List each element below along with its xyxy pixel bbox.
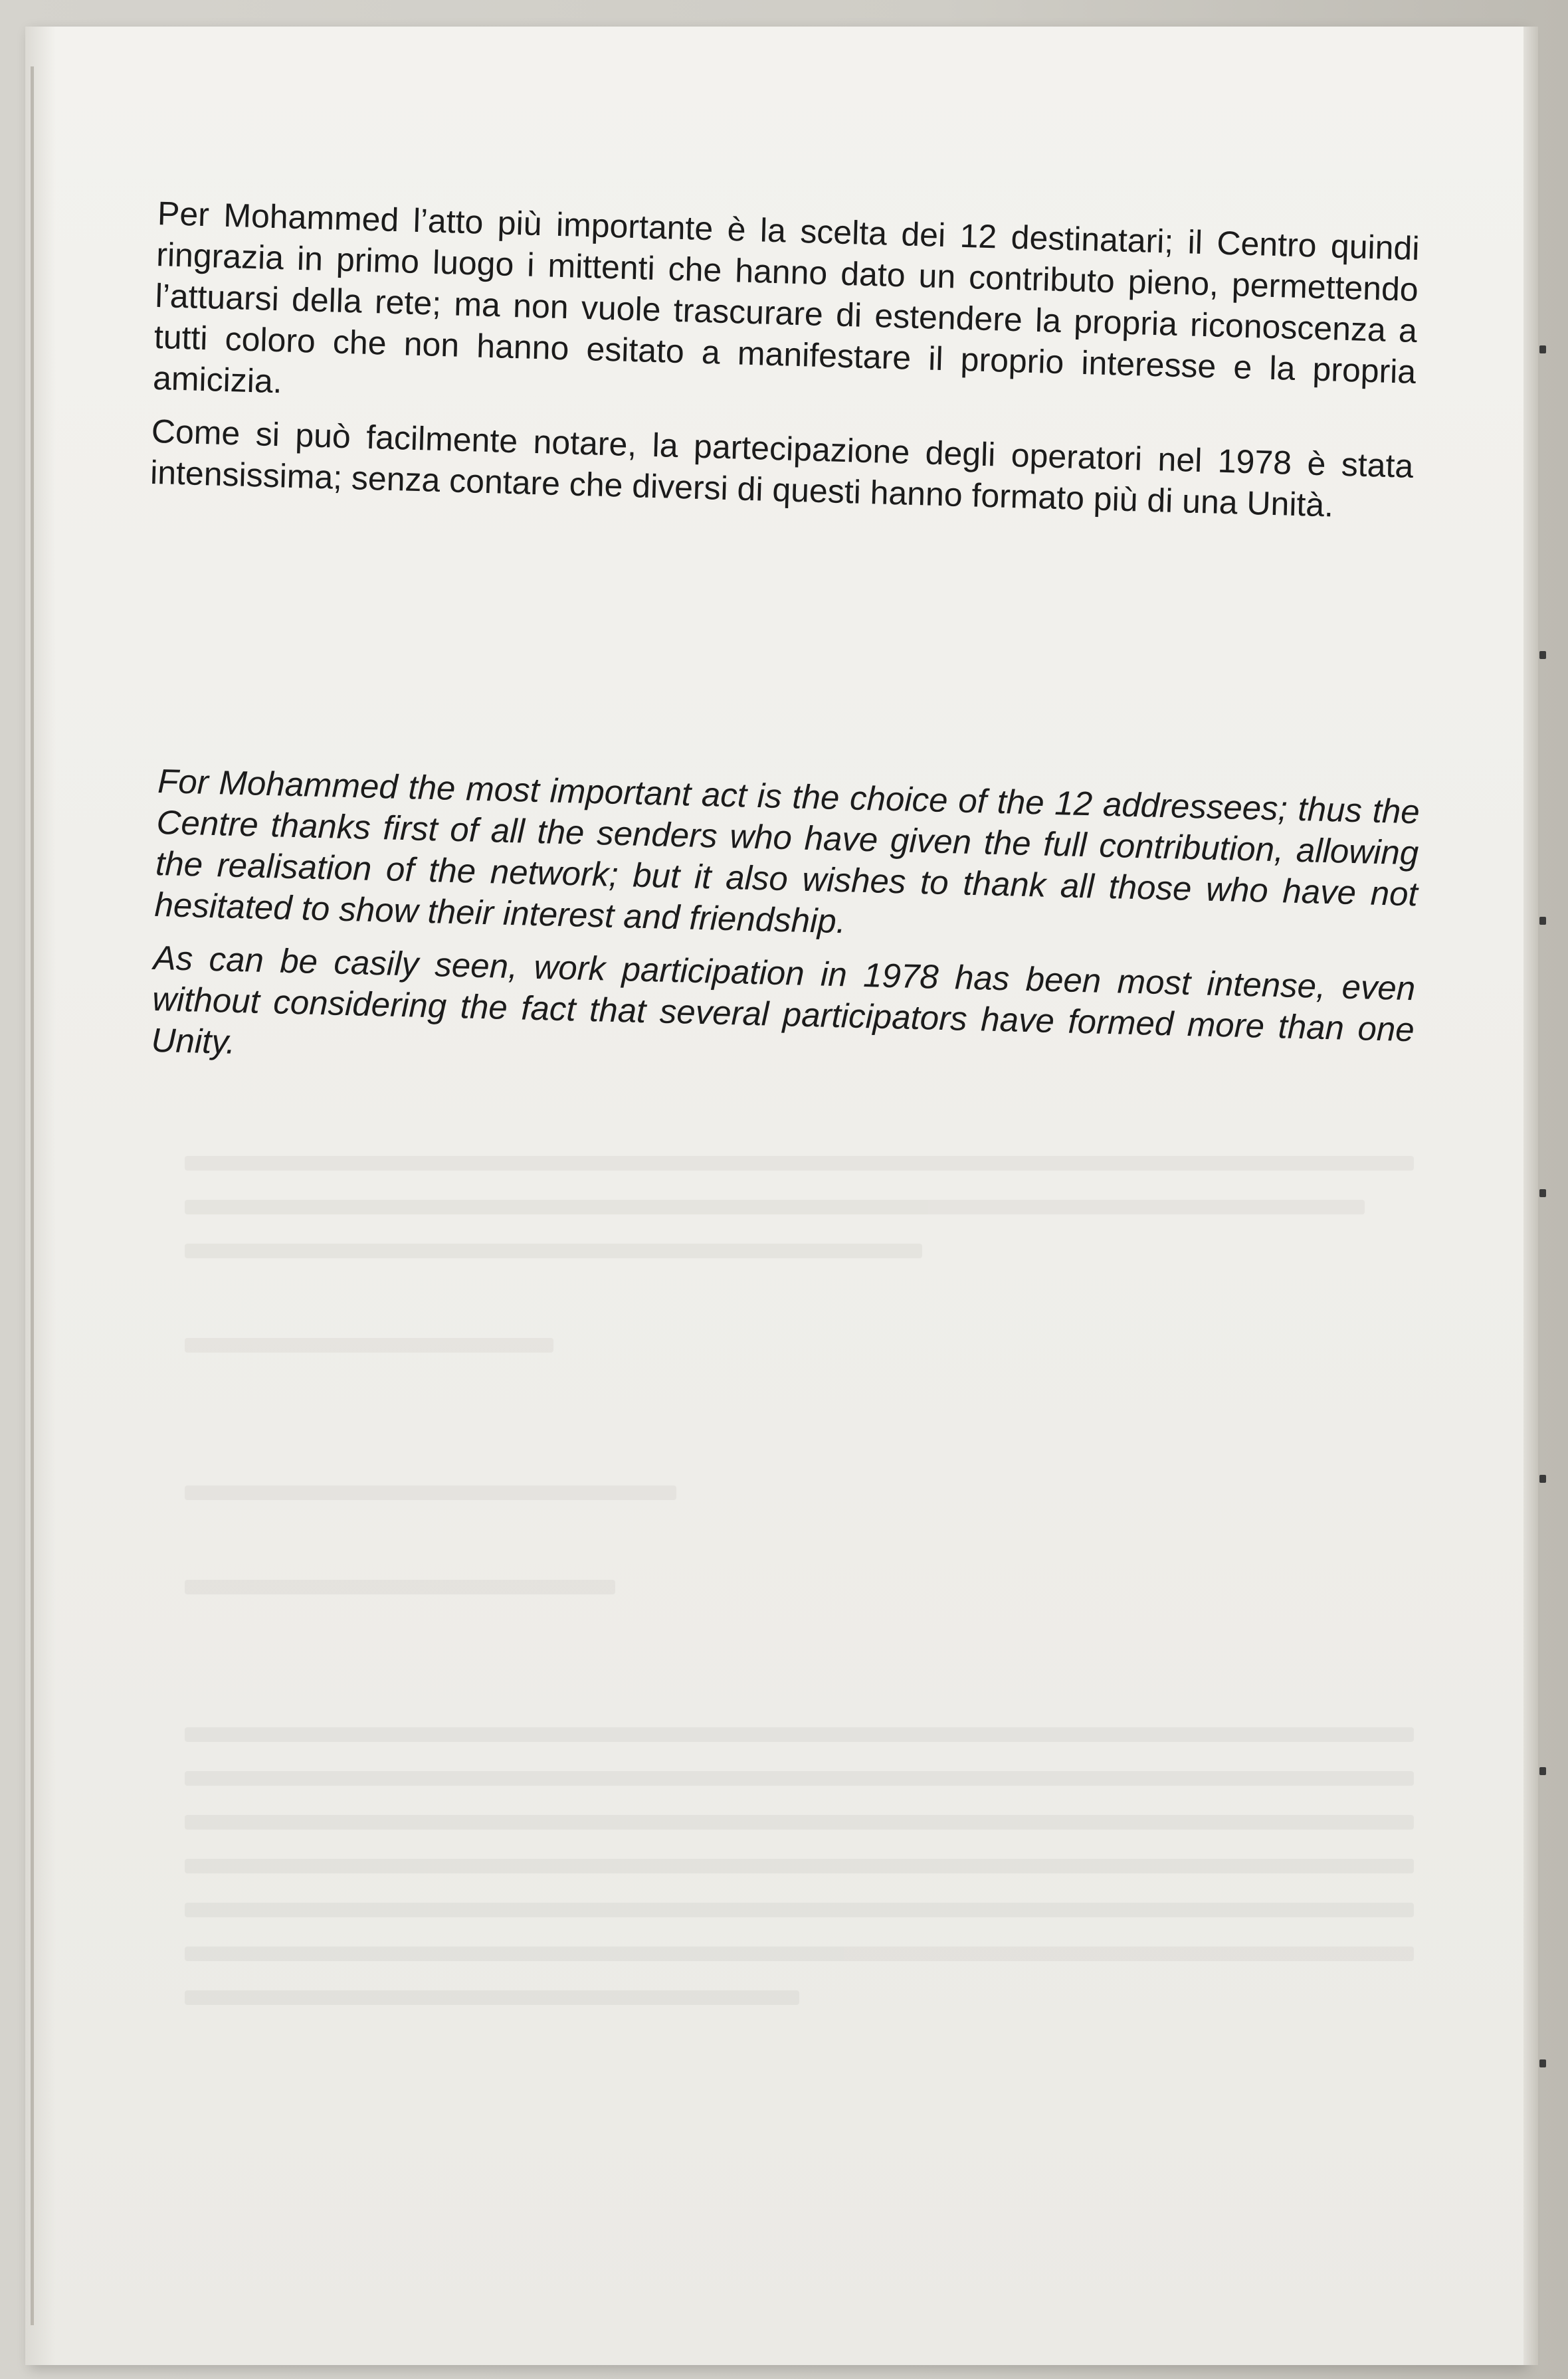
edge-mark (1539, 1189, 1546, 1197)
english-paragraph-2: As can be casily seen, work participation in 1978 has been most intense, even without considering the fact that several participators have formed more than one Unity. (151, 938, 1416, 1061)
italian-text-block (149, 193, 1420, 540)
show-through-text (185, 1156, 1414, 2252)
edge-mark (1539, 1475, 1546, 1483)
binding-line (31, 66, 34, 2325)
english-paragraph-1: For Mohammed the most important act is the choice of the 12 addressees; thus the Centre thanks first of all the senders who have given the full contribution, allowing the realisation of the network; but it also wishes to thank all those who have not hesitated to show their interest and friendship. (154, 761, 1421, 941)
italian-paragraph-1: Per Mohammed l’atto più importante è la scelta dei 12 destinatari; il Centro quindi ringrazia in primo luogo i mittenti che hanno dato un contributo pieno, permettendo l’attuarsi della rete; ma non vuole trascurare di estendere la propria riconoscenza a tutti coloro che non hanno esitato a manifestare il proprio interesse e la propria amicizia. (152, 194, 1421, 401)
booklet-page (25, 27, 1523, 2365)
page-stack-edge (1523, 27, 1538, 2365)
edge-mark (1539, 1767, 1546, 1775)
english-text-block (151, 761, 1421, 1103)
edge-mark (1539, 651, 1546, 659)
edge-mark (1539, 2059, 1546, 2067)
italian-paragraph-2: Come si può facilmente notare, la partecipazione degli operatori nel 1978 è stata intensissima; senza contare che diversi di questi hanno formato più di una Unità. (149, 412, 1415, 524)
edge-mark (1539, 917, 1546, 925)
page-gutter-shadow (25, 27, 56, 2365)
edge-mark (1539, 345, 1546, 353)
